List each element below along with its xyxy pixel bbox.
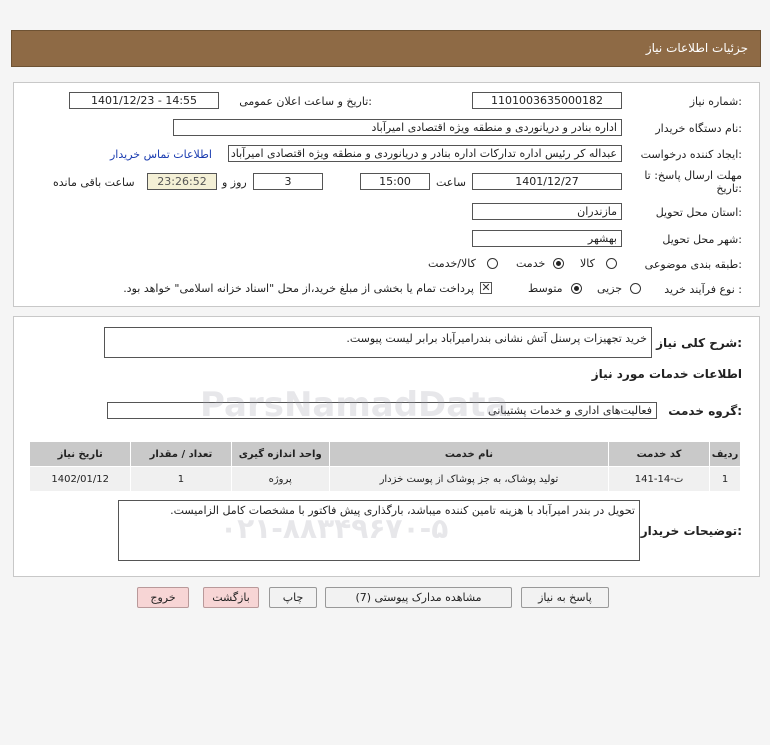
treasury-checkbox[interactable]: ✕ bbox=[481, 281, 491, 294]
deadline-time-field: 15:00 bbox=[360, 173, 430, 190]
buyer-notes-field: تحویل در بندر امیرآباد با هزینه تامین کننده میباشد، بارگذاری پیش فاکتور با مشخصات کامل الزامیست. bbox=[118, 500, 640, 561]
category-both-label: کالا/خدمت bbox=[428, 257, 476, 270]
page-header bbox=[11, 30, 761, 67]
col-qty: تعداد / مقدار bbox=[131, 442, 231, 467]
col-unit: واحد اندازه گیری bbox=[231, 442, 329, 467]
info-panel bbox=[13, 82, 760, 307]
print-button[interactable]: چاپ bbox=[269, 587, 317, 608]
buyer-org-field: اداره بنادر و دریانوردی و منطقه ویژه اقتصادی امیرآباد bbox=[173, 119, 622, 136]
province-field: مازندران bbox=[472, 203, 622, 220]
services-title: اطلاعات خدمات مورد نیاز bbox=[591, 367, 742, 381]
process-medium-radio[interactable] bbox=[571, 283, 582, 294]
col-date: تاریخ نیاز bbox=[30, 442, 131, 467]
attachments-button[interactable]: مشاهده مدارک پیوستی (7) bbox=[325, 587, 512, 608]
days-label: روز و bbox=[222, 176, 247, 189]
days-field: 3 bbox=[253, 173, 323, 190]
process-label: نوع فرآیند خرید : bbox=[664, 283, 742, 296]
desc-label: شرح کلی نیاز: bbox=[656, 336, 742, 350]
process-medium-label: متوسط bbox=[528, 282, 563, 295]
deadline-date-field: 1401/12/27 bbox=[472, 173, 622, 190]
process-minor-radio[interactable] bbox=[630, 283, 641, 294]
province-label: استان محل تحویل: bbox=[655, 206, 742, 219]
requester-field: عبداله کر رئیس اداره تدارکات اداره بنادر و دریانوردی و منطقه ویژه اقتصادی امیرآباد bbox=[228, 145, 622, 162]
service-group-label: گروه خدمت: bbox=[668, 404, 742, 418]
category-goods-radio[interactable] bbox=[606, 258, 617, 269]
category-service-radio[interactable] bbox=[553, 258, 564, 269]
services-table bbox=[29, 441, 741, 492]
buyer-notes-label: توضیحات خریدار: bbox=[640, 524, 742, 538]
col-row: ردیف bbox=[710, 442, 741, 467]
category-label: طبقه بندی موضوعی: bbox=[644, 258, 742, 271]
cell-row: 1 bbox=[710, 467, 741, 492]
announce-field: 1401/12/23 - 14:55 bbox=[69, 92, 219, 109]
time-label: ساعت bbox=[436, 176, 466, 189]
deadline-label: مهلت ارسال پاسخ: تا bbox=[644, 169, 742, 182]
back-button[interactable]: بازگشت bbox=[203, 587, 259, 608]
category-service-label: خدمت bbox=[516, 257, 546, 270]
watermark-phone: ۰۲۱-۸۸۳۴۹۶۷۰-۵ bbox=[220, 512, 449, 545]
reply-button[interactable]: پاسخ به نیاز bbox=[521, 587, 609, 608]
announce-label: تاریخ و ساعت اعلان عمومی: bbox=[239, 95, 372, 108]
col-name: نام خدمت bbox=[329, 442, 608, 467]
cell-unit: پروژه bbox=[231, 467, 329, 492]
watermark-brand: ParsNamadData bbox=[200, 385, 509, 425]
contact-link[interactable]: اطلاعات تماس خریدار bbox=[110, 148, 212, 161]
buyer-org-label: نام دستگاه خریدار: bbox=[655, 122, 742, 135]
cell-code: ت-14-141 bbox=[609, 467, 710, 492]
desc-field: خرید تجهیزات پرسنل آتش نشانی بندرامیرآباد برابر لیست پیوست. bbox=[104, 327, 652, 358]
need-no-field: 1101003635000182 bbox=[472, 92, 622, 109]
city-label: شهر محل تحویل: bbox=[662, 233, 742, 246]
city-field: بهشهر bbox=[472, 230, 622, 247]
col-code: کد خدمت bbox=[609, 442, 710, 467]
requester-label: ایجاد کننده درخواست: bbox=[640, 148, 742, 161]
service-group-field: فعالیت‌های اداری و خدمات پشتیبانی bbox=[107, 402, 657, 419]
payment-note: پرداخت تمام یا بخشی از مبلغ خرید،از محل "اسناد خزانه اسلامی" خواهد بود. bbox=[123, 282, 474, 295]
deadline-label-2: تاریخ: bbox=[716, 182, 742, 195]
remaining-timer: 23:26:52 bbox=[147, 173, 217, 190]
cell-name: تولید پوشاک، به جز پوشاک از پوست خزدار bbox=[329, 467, 608, 492]
remaining-label: ساعت باقی مانده bbox=[53, 176, 135, 189]
cell-qty: 1 bbox=[131, 467, 231, 492]
cell-date: 1402/01/12 bbox=[30, 467, 131, 492]
need-no-label: شماره نیاز: bbox=[689, 95, 742, 108]
process-minor-label: جزیی bbox=[597, 282, 623, 295]
category-both-radio[interactable] bbox=[487, 258, 498, 269]
exit-button[interactable]: خروج bbox=[137, 587, 189, 608]
table-header-row bbox=[30, 442, 741, 467]
table-row bbox=[30, 467, 741, 492]
category-goods-label: کالا bbox=[580, 257, 595, 270]
page-title: جزئیات اطلاعات نیاز bbox=[645, 41, 748, 55]
